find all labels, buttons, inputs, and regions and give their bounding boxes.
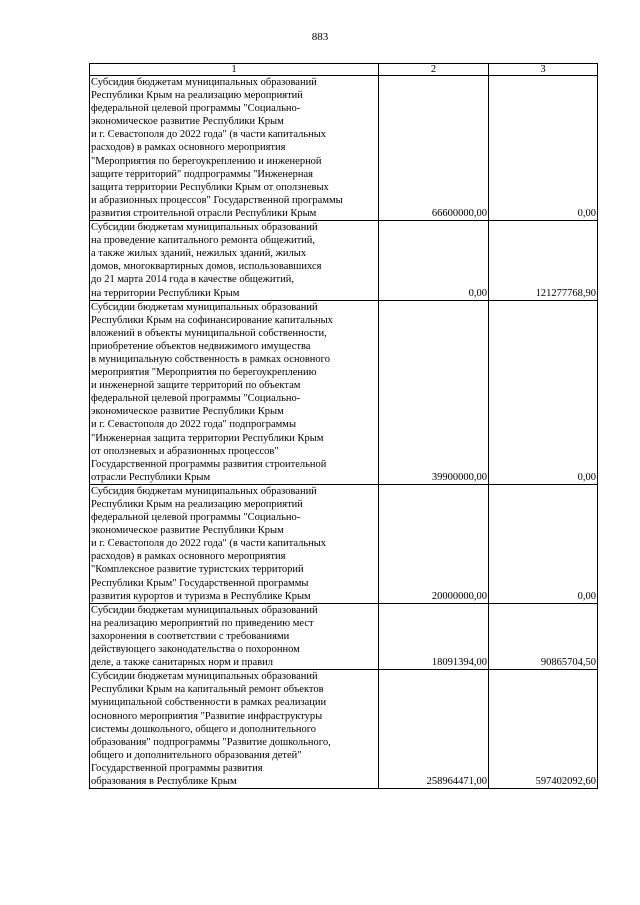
column-header-1: 1 [90,64,379,76]
page-number: 883 [311,31,329,43]
row-value-col2: 0,00 [379,221,489,301]
row-value-col3: 121277768,90 [489,221,598,301]
table-row [90,603,598,669]
table-row [90,484,598,603]
row-description: Субсидия бюджетам муниципальных образований Республики Крым на реализацию мероприятий федеральной целевой программы "Социально- экономическое развитие Республики Крым и г. Севастополя до 2022 года" (в части капитальных расходов) в рамках основного мероприятия "Комплексное развитие туристских территорий Республики Крым" Государственной программы развития курортов и туризма в Республике Крым [90,484,379,603]
row-description: Субсидии бюджетам муниципальных образований на проведение капитального ремонта общежитий, а также жилых зданий, нежилых зданий, жилых домов, многоквартирных домов, использовавшихся до 21 марта 2014 года в качестве общежитий, на территории Республики Крым [90,221,379,301]
row-value-col3: 0,00 [489,300,598,484]
row-value-col3: 90865704,50 [489,603,598,669]
row-value-col2: 39900000,00 [379,300,489,484]
column-header-2: 2 [379,64,489,76]
table-row [90,300,598,484]
row-description: Субсидии бюджетам муниципальных образований на реализацию мероприятий по приведению мест захоронения в соответствии с требованиями действующего законодательства о похоронном деле, а также санитарных норм и правил [90,603,379,669]
table-row [90,76,598,221]
row-value-col2: 66600000,00 [379,76,489,221]
row-value-col2: 258964471,00 [379,670,489,789]
column-header-3: 3 [489,64,598,76]
table-row [90,670,598,789]
row-description: Субсидии бюджетам муниципальных образований Республики Крым на софинансирование капитальных вложений в объекты муниципальной собственности, приобретение объектов недвижимого имущества в муниципальную собственность в рамках основного мероприятия "Мероприятия по берегоукреплению и инженерной защите территорий по объектам федеральной целевой программы "Социально- экономическое развитие Республики Крым и г. Севастополя до 2022 года" подпрограммы "Инженерная защита территории Республики Крым от оползневых и абразионных процессов" Государственной программы развития строительной отрасли Республики Крым [90,300,379,484]
row-value-col3: 0,00 [489,76,598,221]
row-value-col2: 20000000,00 [379,484,489,603]
table-header-row [90,64,598,76]
row-value-col2: 18091394,00 [379,603,489,669]
table-row [90,221,598,301]
row-value-col3: 0,00 [489,484,598,603]
budget-table [89,63,598,789]
row-value-col3: 597402092,60 [489,670,598,789]
row-description: Субсидия бюджетам муниципальных образований Республики Крым на реализацию мероприятий федеральной целевой программы "Социально- экономическое развитие Республики Крым и г. Севастополя до 2022 года" (в части капитальных расходов) в рамках основного мероприятия "Мероприятия по берегоукреплению и инженерной защите территорий" подпрограммы "Инженерная защита территории Республики Крым от оползневых и абразионных процессов" Государственной программы развития строительной отрасли Республики Крым [90,76,379,221]
row-description: Субсидии бюджетам муниципальных образований Республики Крым на капитальный ремонт объектов муниципальной собственности в рамках реализации основного мероприятия "Развитие инфраструктуры системы дошкольного, общего и дополнительного образования" подпрограммы "Развитие дошкольного, общего и дополнительного образования детей" Государственной программы развития образования в Республике Крым [90,670,379,789]
